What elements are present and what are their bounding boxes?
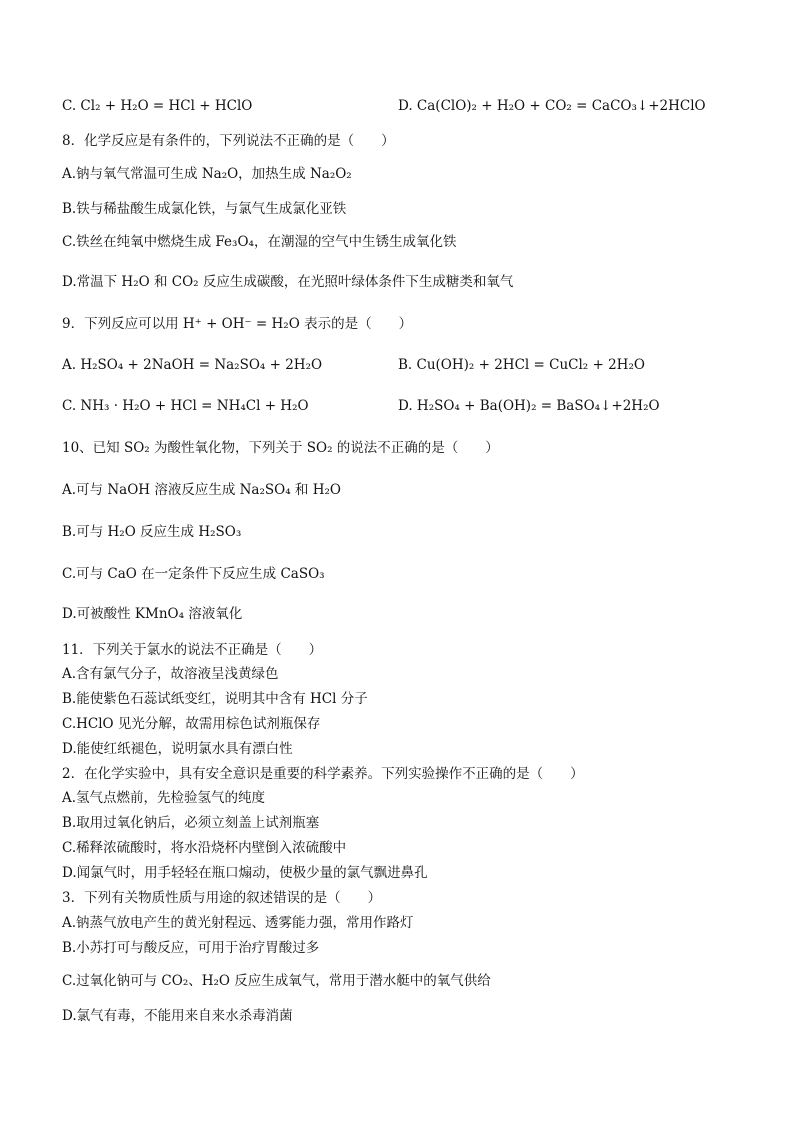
question-2-stem: 2．在化学实验中，具有安全意识是重要的科学素养。下列实验操作不正确的是（ ） — [62, 766, 584, 782]
question-2-option-a: A.氢气点燃前，先检验氢气的纯度 — [62, 790, 266, 806]
question-9-stem: 9．下列反应可以用 H⁺ + OH⁻ = H₂O 表示的是（ ） — [62, 316, 413, 332]
question-9-option-a: A. H₂SO₄ + 2NaOH = Na₂SO₄ + 2H₂O — [62, 357, 323, 373]
question-3-option-a: A.钠蒸气放电产生的黄光射程远、透雾能力强，常用作路灯 — [62, 915, 414, 931]
question-10-option-c: C.可与 CaO 在一定条件下反应生成 CaSO₃ — [62, 566, 325, 582]
question-3-option-d: D.氯气有毒，不能用来自来水杀毒消菌 — [62, 1008, 293, 1024]
question-10-option-b: B.可与 H₂O 反应生成 H₂SO₃ — [62, 524, 242, 540]
question-11-option-a: A.含有氯气分子，故溶液呈浅黄绿色 — [62, 666, 279, 682]
question-3-stem: 3．下列有关物质性质与用途的叙述错误的是（ ） — [62, 890, 382, 906]
question-9-option-b: B. Cu(OH)₂ + 2HCl = CuCl₂ + 2H₂O — [398, 357, 645, 373]
question-3-option-c: C.过氧化钠可与 CO₂、H₂O 反应生成氧气，常用于潜水艇中的氧气供给 — [62, 973, 491, 989]
question-2-option-b: B.取用过氧化钠后，必须立刻盖上试剂瓶塞 — [62, 815, 320, 831]
question-11-option-d: D.能使红纸褪色，说明氯水具有漂白性 — [62, 741, 293, 757]
question-8-option-b: B.铁与稀盐酸生成氯化铁，与氯气生成氯化亚铁 — [62, 201, 347, 217]
question-11-option-b: B.能使紫色石蕊试纸变红，说明其中含有 HCl 分子 — [62, 691, 368, 707]
question-11-option-c: C.HClO 见光分解，故需用棕色试剂瓶保存 — [62, 716, 321, 732]
question-8-option-a: A.钠与氧气常温可生成 Na₂O，加热生成 Na₂O₂ — [62, 166, 352, 182]
question-9-option-c: C. NH₃ · H₂O + HCl = NH₄Cl + H₂O — [62, 398, 309, 414]
question-8-option-d: D.常温下 H₂O 和 CO₂ 反应生成碳酸，在光照叶绿体条件下生成糖类和氧气 — [62, 274, 514, 290]
question-11-stem: 11．下列关于氯水的说法不正确是（ ） — [62, 642, 323, 658]
question-2-option-c: C.稀释浓硫酸时，将水沿烧杯内壁倒入浓硫酸中 — [62, 840, 347, 856]
question-8-stem: 8．化学反应是有条件的，下列说法不正确的是（ ） — [62, 133, 395, 149]
option-line: C. Cl₂ + H₂O = HCl + HClO — [62, 98, 253, 114]
question-9-option-d: D. H₂SO₄ + Ba(OH)₂ = BaSO₄↓+2H₂O — [398, 398, 660, 414]
option-line: D. Ca(ClO)₂ + H₂O + CO₂ = CaCO₃↓+2HClO — [398, 98, 706, 114]
question-10-stem: 10、已知 SO₂ 为酸性氧化物，下列关于 SO₂ 的说法不正确的是（ ） — [62, 440, 499, 456]
question-10-option-d: D.可被酸性 KMnO₄ 溶液氧化 — [62, 606, 243, 622]
question-8-option-c: C.铁丝在纯氧中燃烧生成 Fe₃O₄，在潮湿的空气中生锈生成氧化铁 — [62, 234, 457, 250]
question-2-option-d: D.闻氯气时，用手轻轻在瓶口煽动，使极少量的氯气飘进鼻孔 — [62, 865, 428, 881]
question-10-option-a: A.可与 NaOH 溶液反应生成 Na₂SO₄ 和 H₂O — [62, 482, 341, 498]
question-3-option-b: B.小苏打可与酸反应，可用于治疗胃酸过多 — [62, 940, 320, 956]
